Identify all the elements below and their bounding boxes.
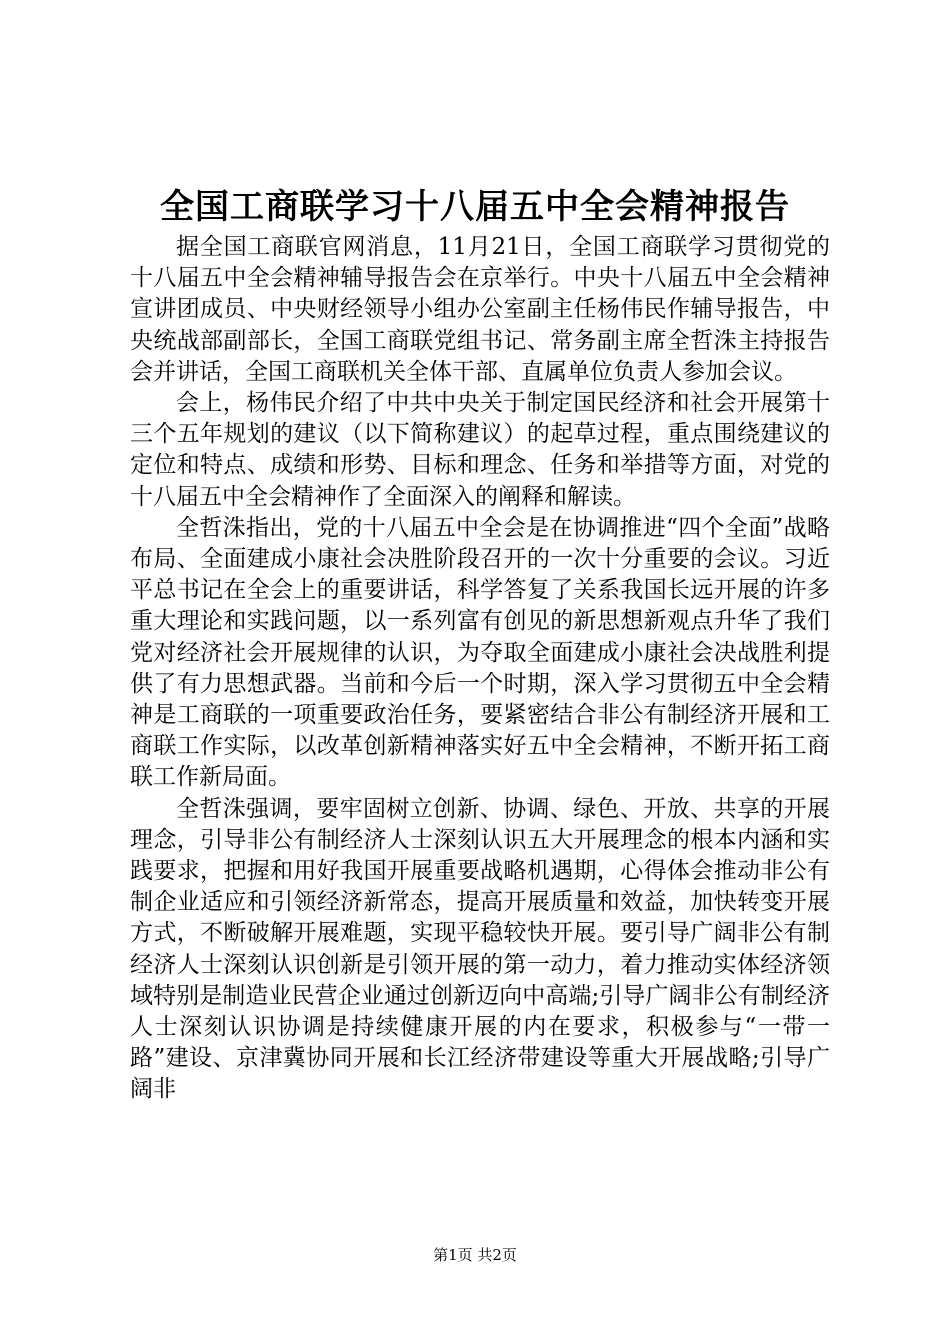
paragraph-3: 全哲洙指出，党的十八届五中全会是在协调推进“四个全面”战略布局、全面建成小康社会决胜阶段召开的一次十分重要的会议。习近平总书记在全会上的重要讲话，科学答复了关系我国长远开展的许多重大理论和实践问题，以一系列富有创见的新思想新观点升华了我们党对经济社会开展规律的认识，为夺取全面建成小康社会决战胜利提供了有力思想武器。当前和今后一个时期，深入学习贯彻五中全会精神是工商联的一项重要政治任务，要紧密结合非公有制经济开展和工商联工作实际，以改革创新精神落实好五中全会精神，不断开拓工商联工作新局面。 [130, 514, 830, 791]
paragraph-4: 全哲洙强调，要牢固树立创新、协调、绿色、开放、共享的开展理念，引导非公有制经济人士深刻认识五大开展理念的根本内涵和实践要求，把握和用好我国开展重要战略机遇期，心得体会推动非公有制企业适应和引领经济新常态，提高开展质量和效益，加快转变开展方式，不断破解开展难题，实现平稳较快开展。要引导广阔非公有制经济人士深刻认识创新是引领开展的第一动力，着力推动实体经济领域特别是制造业民营企业通过创新迈向中高端;引导广阔非公有制经济人士深刻认识协调是持续健康开展的内在要求，积极参与“一带一路”建设、京津冀协同开展和长江经济带建设等重大开展战略;引导广阔非 [130, 795, 830, 1103]
paragraph-2: 会上，杨伟民介绍了中共中央关于制定国民经济和社会开展第十三个五年规划的建议（以下简称建议）的起草过程，重点围绕建议的定位和特点、成绩和形势、目标和理念、任务和举措等方面，对党的十八届五中全会精神作了全面深入的阐释和解读。 [130, 390, 830, 510]
document-body [130, 232, 830, 1106]
page-footer: 第1页 共2页 [433, 1246, 517, 1264]
document-title: 全国工商联学习十八届五中全会精神报告 [160, 187, 790, 227]
paragraph-1: 据全国工商联官网消息，11月21日，全国工商联学习贯彻党的十八届五中全会精神辅导报告会在京举行。中央十八届五中全会精神宣讲团成员、中央财经领导小组办公室副主任杨伟民作辅导报告，中央统战部副部长，全国工商联党组书记、常务副主席全哲洙主持报告会并讲话，全国工商联机关全体干部、直属单位负责人参加会议。 [130, 234, 830, 385]
